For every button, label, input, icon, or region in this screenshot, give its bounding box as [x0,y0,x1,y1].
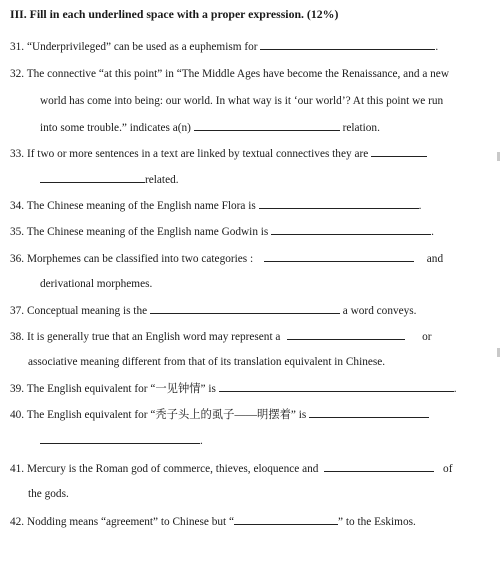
question-text-end: . [200,435,203,447]
question-41 [10,461,452,476]
question-39 [10,381,457,396]
question-text: If two or more sentences in a text are linked by textual connectives they are [26,148,369,160]
question-text-end: . [435,41,439,53]
answer-blank[interactable] [264,251,414,262]
answer-blank[interactable] [259,198,419,209]
question-number: 36. [10,253,25,265]
question-number: 40. [10,409,25,421]
answer-blank[interactable] [260,39,435,50]
question-36-line2: derivational morphemes. [40,278,153,290]
question-number: 37. [10,305,25,317]
question-37 [10,303,417,318]
question-text: The English equivalent for “秃子头上的虱子——明摆着” is [26,409,307,421]
answer-blank[interactable] [324,461,434,472]
question-text-end: of [443,463,453,475]
question-38 [10,329,432,344]
question-text-end: related. [145,174,179,186]
question-number: 33. [10,148,25,160]
question-text: into some trouble.” indicates a(n) [40,122,191,134]
question-40-line2 [40,433,203,448]
question-text: Morphemes can be classified into two categories : [26,253,254,265]
answer-blank[interactable] [371,146,427,157]
question-41-line2: the gods. [28,488,69,500]
question-number: 41. [10,463,25,475]
answer-blank[interactable] [309,407,429,418]
answer-blank[interactable] [287,329,405,340]
question-35 [10,224,434,239]
question-text-end: relation. [342,122,380,134]
question-text: The Chinese meaning of the English name Godwin is [26,226,269,238]
question-text: The connective “at this point” in “The Middle Ages have become the Renaissance, and a new [26,68,449,80]
question-text: Conceptual meaning is the [26,305,148,317]
question-31 [10,39,438,54]
answer-blank-continued[interactable] [40,172,145,183]
question-text-end: . [453,383,457,395]
question-text-end: . [431,226,434,238]
question-42 [10,514,416,529]
question-32-line3 [40,120,380,135]
question-number: 34. [10,200,25,212]
question-number: 35. [10,226,25,238]
answer-blank[interactable] [194,120,340,131]
question-text-end: and [426,253,444,265]
question-33-line2 [40,172,179,187]
question-text: It is generally true that an English word may represent a [26,331,281,343]
question-text: “Underprivileged” can be used as a euphemism for [26,41,258,53]
question-number: 38. [10,331,25,343]
question-text-end: a word conveys. [342,305,417,317]
section-heading: III. Fill in each underlined space with a proper expression. (12%) [10,7,339,21]
answer-blank-continued[interactable] [40,433,200,444]
question-32-line2: world has come into being: our world. In what way is it ‘our world’? At this point we run [40,95,444,107]
question-number: 39. [10,383,25,395]
question-text: The Chinese meaning of the English name Flora is [26,200,256,212]
question-38-line2: associative meaning different from that of its translation equivalent in Chinese. [28,356,386,368]
answer-blank[interactable] [234,514,338,525]
question-text: The English equivalent for “一见钟情” is [26,383,216,395]
question-40 [10,407,429,422]
question-32 [10,67,449,81]
question-number: 32. [10,68,25,80]
answer-blank[interactable] [219,381,454,392]
question-text: Mercury is the Roman god of commerce, thieves, eloquence and [26,463,319,475]
question-text-end: . [418,200,422,212]
question-36 [10,251,443,266]
answer-blank[interactable] [271,224,431,235]
question-33 [10,146,427,161]
question-text-end: ” to the Eskimos. [338,516,416,528]
answer-blank[interactable] [150,303,340,314]
question-text-end: or [422,331,432,343]
question-number: 31. [10,41,25,53]
question-number: 42. [10,516,25,528]
question-text: Nodding means “agreement” to Chinese but “ [26,516,234,528]
question-34 [10,198,421,213]
